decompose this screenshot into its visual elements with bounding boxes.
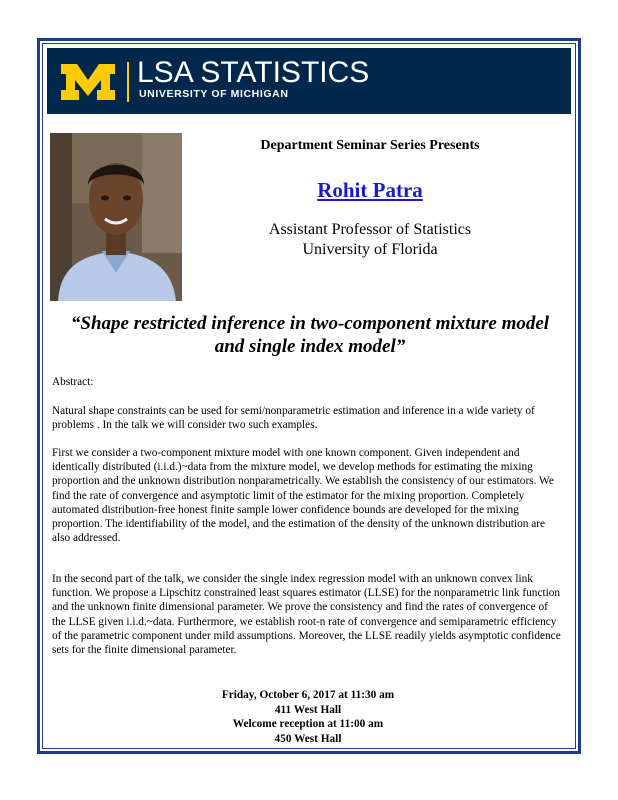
speaker-portrait-icon [50,133,182,301]
event-datetime: Friday, October 6, 2017 at 11:30 am [221,689,395,701]
reception-location: 450 West Hall [274,732,342,745]
speaker-affiliation [200,220,540,260]
event-details [52,688,564,746]
abstract-paragraph: In the second part of the talk, we consider the single index regression model with an unknown convex link function. We propose a Lipschitz constrained least squares estimator (LLSE) for the nonparametric link function and the unknown finite dimensional parameter. We prove the consistency and find the rates of convergence of the LLSE given i.i.d.~data. Furthermore, we establish root-n rate of convergence and semiparametric efficiency of the parametric component under mild assumptions. Moreover, the LLSE readily yields asymptotic confidence sets for the finite dimensional parameter. [52,573,561,657]
speaker-position: Assistant Professor of Statistics [268,221,472,238]
event-location: 411 West Hall [274,703,342,716]
logo-divider [127,62,129,102]
speaker-name-link[interactable]: Rohit Patra [317,178,423,202]
banner-subtitle: UNIVERSITY OF MICHIGAN [139,88,289,100]
reception-time: Welcome reception at 11:00 am [232,718,384,730]
talk-title: “Shape restricted inference in two-component mixture model and single index model” [70,313,550,357]
banner-title: LSA STATISTICS [137,56,370,89]
block-m-logo-icon [59,62,117,102]
lsa-statistics-banner [47,48,571,114]
abstract-paragraph: Natural shape constraints can be used for semi/nonparametric estimation and inference in a wide variety of problems . In the talk we will consider two such examples. [52,405,535,432]
speaker-university: University of Florida [302,241,438,258]
seminar-series-heading: Department Seminar Series Presents [260,138,480,153]
abstract-paragraph: First we consider a two-component mixture model with one known component. Given independent and identically distributed (i.i.d.)~data from the mixture model, we develop methods for estimating the mixing proportion and the unknown distribution nonparametrically. We establish the consistency of our estimators. We find the rate of convergence and asymptotic limit of the estimator for the mixing proportion. Completely automated distribution-free honest finite sample lower confidence bounds are developed for the mixing proportion. The identifiability of the model, and the estimation of the density of the unknown distribution are also addressed. [52,447,554,545]
speaker-photo [50,133,182,301]
abstract-label: Abstract: [52,376,94,388]
